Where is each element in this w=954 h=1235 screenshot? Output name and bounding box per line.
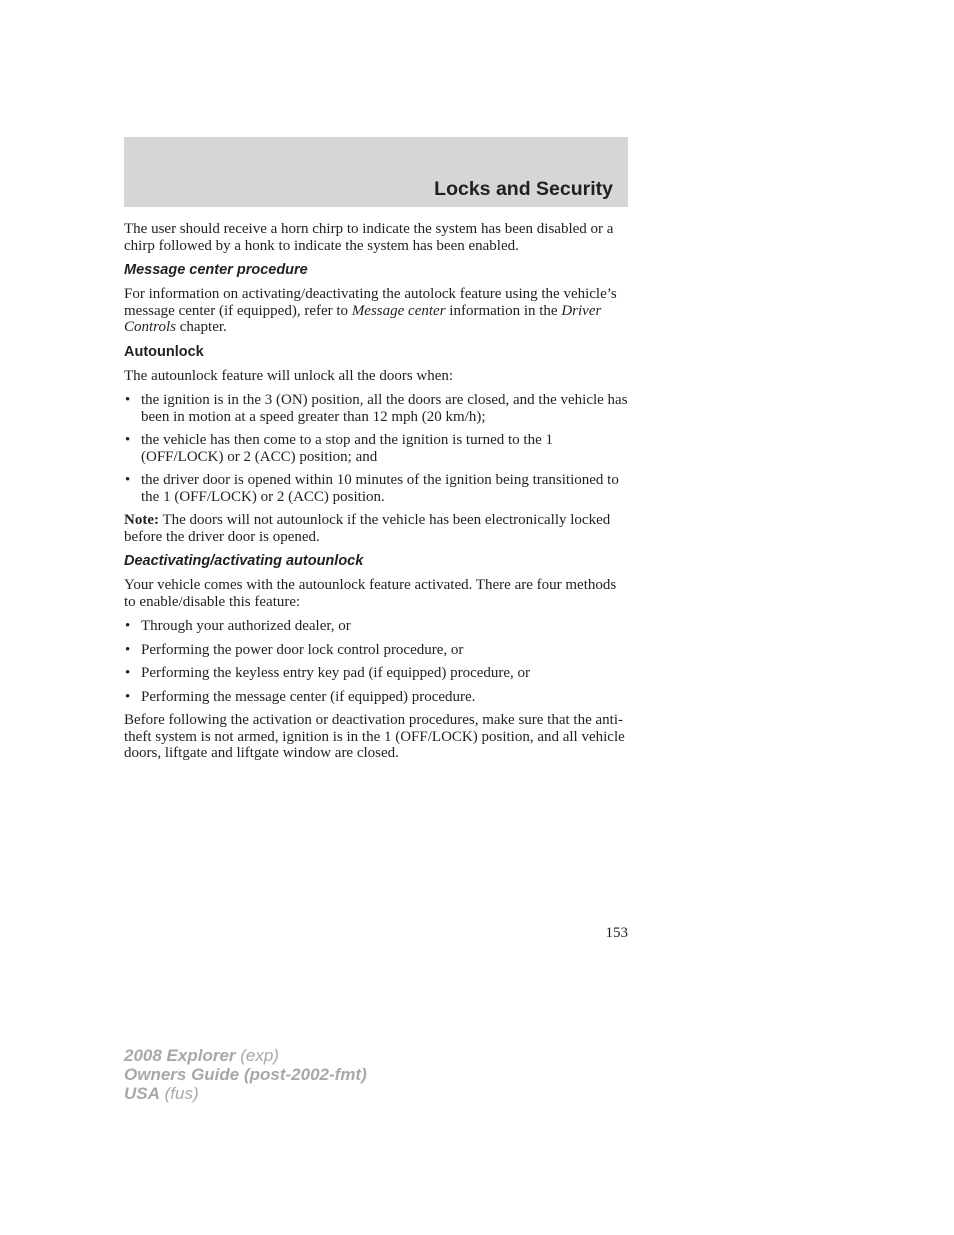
bullet-icon: • [125,472,131,488]
driver-controls-ref: Driver Controls [124,302,602,335]
message-center-paragraph [124,286,628,336]
message-center-text-3: chapter. [175,319,227,335]
autounlock-intro: The autounlock feature will unlock all the doors when: [124,367,454,384]
deactivating-heading: Deactivating/activating autounlock [124,553,364,569]
footer-line-1 [124,1046,367,1065]
deactivating-closing: Before following the activation or deactivation procedures, make sure that the anti-theft system is not armed, ignition is in the 1 (OFF/LOCK) position, and all vehicle doors, liftgate and liftgate window are closed. [124,712,625,761]
page-number: 153 [605,925,628,941]
list-item [124,642,628,659]
list-item-text: Performing the keyless entry key pad (if equipped) procedure, or [141,665,531,681]
autounlock-heading: Autounlock [124,343,204,360]
list-item [124,689,628,706]
note-label: Note: [124,512,159,528]
list-item [124,618,628,635]
message-center-heading: Message center procedure [124,262,308,278]
bullet-icon: • [125,641,131,658]
list-item [124,392,628,425]
document-footer [124,1046,367,1103]
list-item-text: Through your authorized dealer, or [141,618,351,634]
footer-line-2 [124,1065,367,1084]
autounlock-conditions-list [124,392,628,505]
footer-model-code: (exp) [235,1046,279,1065]
list-item [124,472,628,505]
header-band [124,137,628,207]
bullet-icon: • [125,688,131,705]
footer-market-code: (fus) [159,1084,199,1103]
list-item [124,665,628,682]
intro-paragraph: The user should receive a horn chirp to indicate the system has been disabled or a chirp followed by a honk to indicate the system has been enabled. [124,221,614,254]
list-item [124,432,628,465]
section-title: Locks and Security [434,178,613,200]
message-center-text-1: For information on activating/deactivating the autolock feature using the vehicle’s message center (if equipped), refer to [124,286,617,319]
list-item-text: the driver door is opened within 10 minutes of the ignition being transitioned to the 1 (OFF/LOCK) or 2 (ACC) position. [141,472,619,505]
message-center-ref: Message center [351,302,446,319]
bullet-icon: • [125,665,131,681]
list-item-text: Performing the power door lock control procedure, or [141,641,464,658]
page-content [124,221,628,770]
bullet-icon: • [125,392,131,408]
footer-model: 2008 Explorer [124,1046,236,1065]
note-text: The doors will not autounlock if the vehicle has been electronically locked before the driver door is opened. [124,512,611,545]
list-item-text: the vehicle has then come to a stop and the ignition is turned to the 1 (OFF/LOCK) or 2 (ACC) position; and [141,432,553,465]
list-item-text: Performing the message center (if equipped) procedure. [141,688,476,705]
footer-guide: Owners Guide (post-2002-fmt) [124,1065,367,1084]
deactivating-intro: Your vehicle comes with the autounlock feature activated. There are four methods to enable/disable this feature: [124,577,617,610]
list-item-text: the ignition is in the 3 (ON) position, all the doors are closed, and the vehicle has been in motion at a speed greater than 12 mph (20 km/h); [141,392,628,425]
autounlock-note [124,512,628,545]
bullet-icon: • [125,432,131,448]
deactivating-methods-list [124,618,628,705]
footer-market: USA [124,1084,160,1103]
footer-line-3 [124,1084,367,1103]
bullet-icon: • [125,618,131,634]
message-center-text-2: information in the [445,302,562,319]
